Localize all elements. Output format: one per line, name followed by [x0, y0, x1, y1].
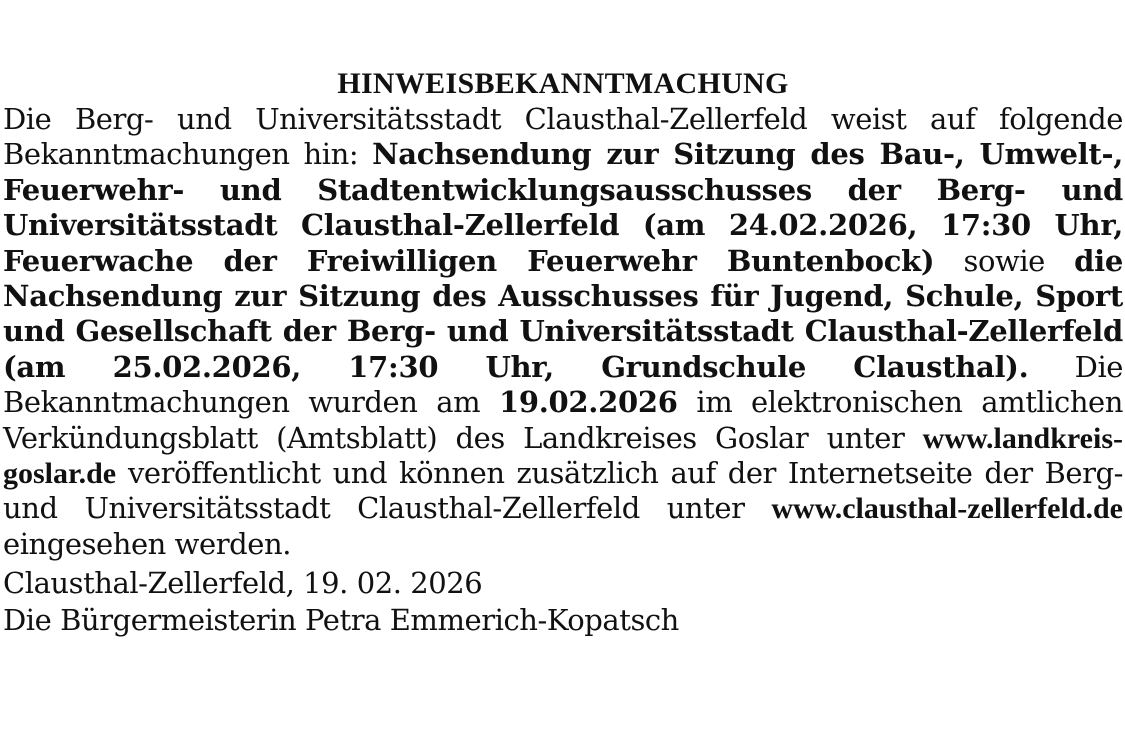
website-link-clausthal: www.clausthal-zellerfeld.de — [771, 492, 1123, 526]
signoff-block — [3, 565, 1123, 639]
publication-date: 19.02.2026 — [498, 385, 678, 420]
notice-title: HINWEISBEKANNTMACHUNG — [337, 67, 789, 100]
meeting-item-1: Nachsendung zur Sitzung des Bau-, Umwelt-, Feuerwehr- und Stadtentwicklungsausschusses der Berg- und Universitätsstadt Clausthal-Zellerfeld (am 24.02.2026, 17:30 Uhr, Feuerwache der Freiwilligen Feuerwehr Buntenbock) — [3, 137, 1123, 278]
text-before-date: Die Bekanntmachungen wurden am — [3, 349, 1123, 420]
notice-body — [3, 102, 1123, 562]
signature-line: Die Bürgermeisterin Petra Emmerich-Kopatsch — [3, 603, 679, 638]
intro-text: Die Berg- und Universitätsstadt Clausthal-Zellerfeld weist auf folgende Bekanntmachungen hin: — [3, 102, 1123, 172]
website-link-landkreis: www.landkreis-goslar.de — [3, 421, 1123, 491]
connector-text: sowie — [934, 243, 1075, 278]
meeting-item-2: die Nachsendung zur Sitzung des Ausschusses für Jugend, Schule, Sport und Gesellschaft der Berg- und Universitätsstadt Clausthal-Zellerfeld (am 25.02.2026, 17:30 Uhr, Grundschule Clausthal). — [3, 243, 1124, 384]
public-notice — [3, 66, 1123, 639]
text-after-website1: veröffentlicht und können zusätzlich auf der Internetseite der Berg- und Universitätsstadt Clausthal-Zellerfeld unter — [3, 456, 1123, 526]
closing-text: eingesehen werden. — [3, 526, 291, 561]
place-and-date: Clausthal-Zellerfeld, 19. 02. 2026 — [3, 566, 483, 601]
text-after-date: im elektronischen amtlichen Verkündungsblatt (Amtsblatt) des Landkreises Goslar unter — [3, 385, 1123, 455]
